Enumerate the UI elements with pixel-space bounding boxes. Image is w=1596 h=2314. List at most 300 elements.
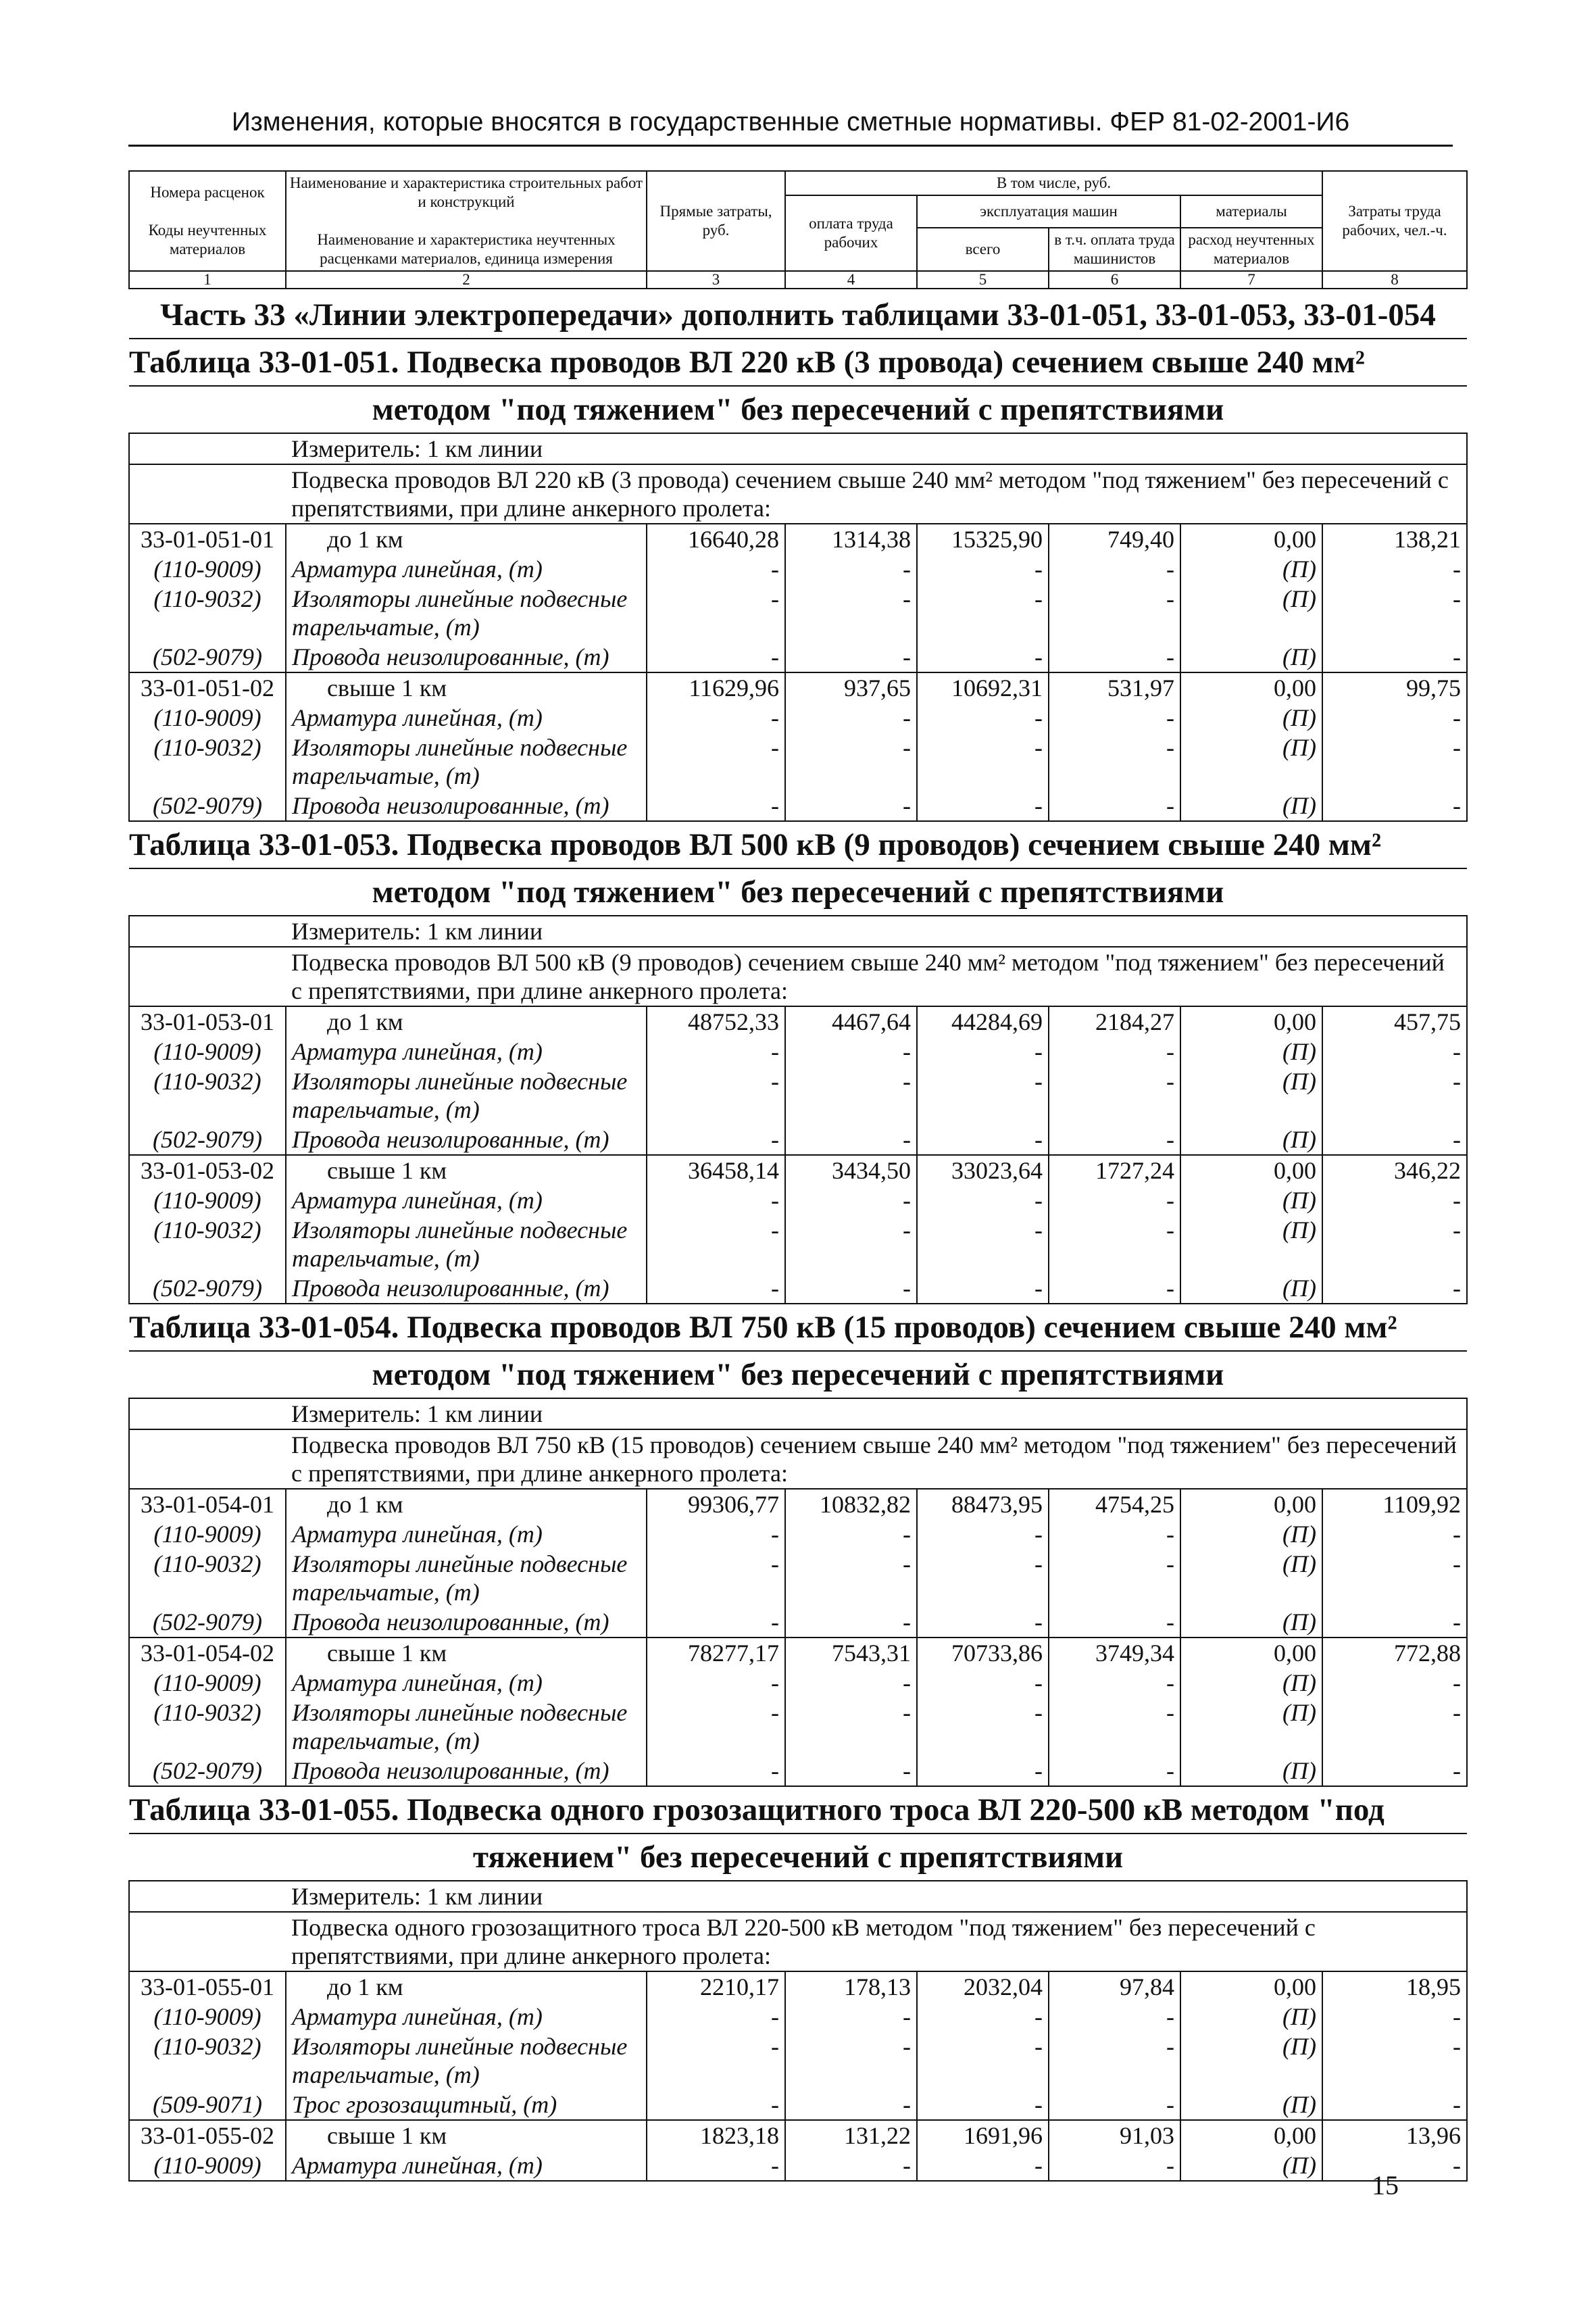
spacer-cell <box>129 1398 286 1429</box>
table-title-row <box>129 1304 1467 1351</box>
table-title: Таблица 33-01-054. Подвеска проводов ВЛ 750 кВ (15 проводов) сечением свыше 240 мм² <box>129 1304 1467 1351</box>
value-cell: - <box>1322 1215 1467 1273</box>
value-cell: - <box>1049 554 1180 584</box>
description-row <box>129 1912 1467 1971</box>
value-cell: - <box>1322 584 1467 642</box>
value-cell: - <box>647 1668 785 1698</box>
material-row <box>129 1519 1467 1549</box>
value-cell: - <box>1322 1125 1467 1155</box>
material-row <box>129 1066 1467 1125</box>
value-cell: (П) <box>1180 1215 1322 1273</box>
rate-name: до 1 км <box>286 1006 647 1037</box>
col-number: 3 <box>647 271 785 289</box>
material-name-text: тарельчатые, (т) <box>292 1727 480 1754</box>
value-cell: - <box>647 2150 785 2181</box>
material-code: (502-9079) <box>129 791 286 821</box>
value-cell: 13,96 <box>1322 2120 1467 2150</box>
value-cell: 178,13 <box>785 1971 917 2002</box>
table-title-row <box>129 821 1467 868</box>
value-cell: - <box>785 1698 917 1756</box>
value-cell: (П) <box>1180 1185 1322 1215</box>
material-name <box>286 1519 647 1549</box>
value-cell: 0,00 <box>1180 1489 1322 1519</box>
table-title-row <box>129 339 1467 386</box>
value-cell: - <box>1322 1066 1467 1125</box>
value-cell: - <box>647 1185 785 1215</box>
value-cell: 10692,31 <box>917 672 1049 703</box>
value-cell: - <box>1049 1037 1180 1066</box>
material-row <box>129 1668 1467 1698</box>
value-cell: - <box>785 1519 917 1549</box>
running-header: Изменения, которые вносятся в государственные сметные нормативы. ФЕР 81-02-2001-И6 <box>128 103 1453 147</box>
material-row <box>129 642 1467 672</box>
rate-code: 33-01-054-01 <box>129 1489 286 1519</box>
rate-name: до 1 км <box>286 524 647 554</box>
material-name-text: Изоляторы линейные подвесные <box>292 734 628 761</box>
value-cell: 457,75 <box>1322 1006 1467 1037</box>
value-cell: - <box>1049 2002 1180 2032</box>
material-name <box>286 1607 647 1638</box>
value-cell: 11629,96 <box>647 672 785 703</box>
meter: Измеритель: 1 км линии <box>286 916 1467 947</box>
material-name-text: тарельчатые, (т) <box>292 1096 480 1123</box>
value-cell: - <box>1049 1549 1180 1607</box>
value-cell: 1727,24 <box>1049 1155 1180 1185</box>
meter: Измеритель: 1 км линии <box>286 1881 1467 1912</box>
meter: Измеритель: 1 км линии <box>286 433 1467 464</box>
material-name <box>286 584 647 642</box>
value-cell: - <box>1049 1273 1180 1304</box>
document-table-area <box>128 170 1466 2182</box>
value-cell: - <box>1049 2090 1180 2120</box>
value-cell: - <box>785 1125 917 1155</box>
value-cell: - <box>647 1607 785 1638</box>
header-col1: Номера расценок Коды неучтенных материалов <box>129 171 286 271</box>
material-name <box>286 1125 647 1155</box>
material-code: (110-9009) <box>129 554 286 584</box>
value-cell: 1823,18 <box>647 2120 785 2150</box>
value-cell: (П) <box>1180 733 1322 791</box>
value-cell: - <box>647 554 785 584</box>
material-name-text: тарельчатые, (т) <box>292 614 480 641</box>
material-code: (110-9009) <box>129 2002 286 2032</box>
material-name <box>286 1549 647 1607</box>
header-col4: оплата труда рабочих <box>785 195 917 271</box>
header-col2: Наименование и характеристика строительных работ и конструкций Наименование и характеристика неучтенных расценками материалов, единица измерения <box>286 171 647 271</box>
value-cell: 0,00 <box>1180 1006 1322 1037</box>
value-cell: - <box>917 1125 1049 1155</box>
value-cell: (П) <box>1180 1549 1322 1607</box>
material-row <box>129 1756 1467 1786</box>
spacer-cell <box>129 433 286 464</box>
material-name-text: тарельчатые, (т) <box>292 1245 480 1272</box>
value-cell: - <box>785 2090 917 2120</box>
material-code: (110-9032) <box>129 1698 286 1756</box>
table-row <box>129 1155 1467 1185</box>
value-cell: - <box>785 733 917 791</box>
table-row <box>129 1489 1467 1519</box>
value-cell: 18,95 <box>1322 1971 1467 2002</box>
value-cell: (П) <box>1180 1607 1322 1638</box>
spacer-cell <box>129 464 286 524</box>
material-name <box>286 1668 647 1698</box>
rate-code: 33-01-055-01 <box>129 1971 286 2002</box>
value-cell: - <box>917 703 1049 733</box>
value-cell: 91,03 <box>1049 2120 1180 2150</box>
value-cell: - <box>1049 2032 1180 2090</box>
value-cell: 1314,38 <box>785 524 917 554</box>
material-row <box>129 2090 1467 2120</box>
value-cell: - <box>785 791 917 821</box>
table-row <box>129 1971 1467 2002</box>
table-subtitle: методом "под тяжением" без пересечений с препятствиями <box>129 1351 1467 1398</box>
table-header <box>129 171 1467 289</box>
part-title: Часть 33 «Линии электропередачи» дополнить таблицами 33-01-051, 33-01-053, 33-01-054 <box>129 289 1467 339</box>
value-cell: (П) <box>1180 1066 1322 1125</box>
table-title: Таблица 33-01-051. Подвеска проводов ВЛ 220 кВ (3 провода) сечением свыше 240 мм² <box>129 339 1467 386</box>
table-subtitle: методом "под тяжением" без пересечений с препятствиями <box>129 868 1467 916</box>
value-cell: - <box>785 1668 917 1698</box>
material-name <box>286 1037 647 1066</box>
material-name <box>286 703 647 733</box>
rate-name: до 1 км <box>286 1971 647 2002</box>
value-cell: 2032,04 <box>917 1971 1049 2002</box>
table-row <box>129 524 1467 554</box>
value-cell: 88473,95 <box>917 1489 1049 1519</box>
value-cell: 3749,34 <box>1049 1638 1180 1668</box>
value-cell: (П) <box>1180 1125 1322 1155</box>
material-row <box>129 1549 1467 1607</box>
value-cell: (П) <box>1180 791 1322 821</box>
spacer-cell <box>129 947 286 1006</box>
value-cell: - <box>1322 2032 1467 2090</box>
value-cell: - <box>917 1273 1049 1304</box>
material-name-text: тарельчатые, (т) <box>292 2061 480 2088</box>
value-cell: 10832,82 <box>785 1489 917 1519</box>
material-name-text: Арматура линейная, (т) <box>292 2152 543 2179</box>
value-cell: - <box>647 1756 785 1786</box>
value-cell: (П) <box>1180 2090 1322 2120</box>
value-cell: - <box>785 554 917 584</box>
rate-name: свыше 1 км <box>286 1638 647 1668</box>
material-code: (502-9079) <box>129 1756 286 1786</box>
material-name <box>286 1066 647 1125</box>
value-cell: 138,21 <box>1322 524 1467 554</box>
material-code: (110-9009) <box>129 703 286 733</box>
value-cell: - <box>785 1273 917 1304</box>
value-cell: 0,00 <box>1180 2120 1322 2150</box>
value-cell: - <box>1322 791 1467 821</box>
table-title-row <box>129 1351 1467 1398</box>
value-cell: (П) <box>1180 2150 1322 2181</box>
material-name-text: Изоляторы линейные подвесные <box>292 1699 628 1726</box>
material-name <box>286 1215 647 1273</box>
rate-name: свыше 1 км <box>286 2120 647 2150</box>
material-code: (502-9079) <box>129 1125 286 1155</box>
value-cell: - <box>1322 1698 1467 1756</box>
material-name-text: Трос грозозащитный, (т) <box>292 2091 557 2118</box>
material-name <box>286 1756 647 1786</box>
meter-row <box>129 916 1467 947</box>
value-cell: - <box>647 642 785 672</box>
col-number: 6 <box>1049 271 1180 289</box>
value-cell: 16640,28 <box>647 524 785 554</box>
value-cell: - <box>647 1066 785 1125</box>
material-name <box>286 2090 647 2120</box>
value-cell: (П) <box>1180 554 1322 584</box>
value-cell: - <box>1322 1549 1467 1607</box>
material-name-text: Арматура линейная, (т) <box>292 704 543 731</box>
value-cell: - <box>1049 703 1180 733</box>
value-cell: - <box>785 584 917 642</box>
material-row <box>129 1698 1467 1756</box>
value-cell: 0,00 <box>1180 1638 1322 1668</box>
rate-name: до 1 км <box>286 1489 647 1519</box>
value-cell: - <box>785 1756 917 1786</box>
value-cell: 0,00 <box>1180 1971 1322 2002</box>
value-cell: - <box>917 1185 1049 1215</box>
table-title-row <box>129 868 1467 916</box>
value-cell: - <box>647 584 785 642</box>
material-row <box>129 791 1467 821</box>
material-name-text: Арматура линейная, (т) <box>292 1521 543 1548</box>
rate-code: 33-01-053-02 <box>129 1155 286 1185</box>
material-code: (110-9009) <box>129 1519 286 1549</box>
material-row <box>129 584 1467 642</box>
header-col6: в т.ч. оплата труда машинистов <box>1049 228 1180 271</box>
value-cell: - <box>1049 1698 1180 1756</box>
value-cell: - <box>1049 1215 1180 1273</box>
value-cell: - <box>1049 733 1180 791</box>
value-cell: 1691,96 <box>917 2120 1049 2150</box>
value-cell: 48752,33 <box>647 1006 785 1037</box>
value-cell: - <box>917 733 1049 791</box>
value-cell: - <box>917 1756 1049 1786</box>
value-cell: 15325,90 <box>917 524 1049 554</box>
material-name <box>286 1185 647 1215</box>
header-group-incl: В том числе, руб. <box>785 171 1322 195</box>
spacer-cell <box>129 916 286 947</box>
header-col8: Затраты труда рабочих, чел.-ч. <box>1322 171 1467 271</box>
material-name <box>286 1273 647 1304</box>
value-cell: - <box>1322 2150 1467 2181</box>
material-name-text: Изоляторы линейные подвесные <box>292 2033 628 2060</box>
meter-row <box>129 1881 1467 1912</box>
material-name <box>286 733 647 791</box>
rate-code: 33-01-054-02 <box>129 1638 286 1668</box>
value-cell: - <box>917 1066 1049 1125</box>
value-cell: (П) <box>1180 703 1322 733</box>
material-code: (110-9009) <box>129 1037 286 1066</box>
material-name-text: Арматура линейная, (т) <box>292 1187 543 1214</box>
material-row <box>129 1185 1467 1215</box>
material-row <box>129 1273 1467 1304</box>
table-body <box>129 289 1467 2181</box>
value-cell: (П) <box>1180 2002 1322 2032</box>
value-cell: - <box>1049 642 1180 672</box>
value-cell: - <box>647 1273 785 1304</box>
material-row <box>129 554 1467 584</box>
work-description: Подвеска проводов ВЛ 500 кВ (9 проводов) сечением свыше 240 мм² методом "под тяжением" без пересечений с препятствиями, при длине анкерного пролета: <box>286 947 1467 1006</box>
work-description: Подвеска проводов ВЛ 750 кВ (15 проводов) сечением свыше 240 мм² методом "под тяжением" без пересечений с препятствиями, при длине анкерного пролета: <box>286 1429 1467 1489</box>
work-description: Подвеска проводов ВЛ 220 кВ (3 провода) сечением свыше 240 мм² методом "под тяжением" без пересечений с препятствиями, при длине анкерного пролета: <box>286 464 1467 524</box>
rate-code: 33-01-051-01 <box>129 524 286 554</box>
material-row <box>129 1037 1467 1066</box>
value-cell: (П) <box>1180 2032 1322 2090</box>
rate-name: свыше 1 км <box>286 672 647 703</box>
value-cell: - <box>1322 1273 1467 1304</box>
header-group-materials: материалы <box>1180 195 1322 228</box>
value-cell: - <box>647 1125 785 1155</box>
material-name-text: Изоляторы линейные подвесные <box>292 1216 628 1244</box>
value-cell: - <box>1322 703 1467 733</box>
material-name <box>286 642 647 672</box>
value-cell: - <box>1322 1519 1467 1549</box>
value-cell: 0,00 <box>1180 524 1322 554</box>
value-cell: 70733,86 <box>917 1638 1049 1668</box>
header-group-machines: эксплуатация машин <box>917 195 1180 228</box>
meter-row <box>129 1398 1467 1429</box>
material-row <box>129 2032 1467 2090</box>
value-cell: - <box>1049 1125 1180 1155</box>
col-number: 7 <box>1180 271 1322 289</box>
value-cell: - <box>917 2032 1049 2090</box>
material-name-text: Провода неизолированные, (т) <box>292 643 609 670</box>
material-name-text: Провода неизолированные, (т) <box>292 1757 609 1784</box>
material-name <box>286 554 647 584</box>
value-cell: 772,88 <box>1322 1638 1467 1668</box>
estimate-table <box>128 170 1468 2182</box>
spacer-cell <box>129 1881 286 1912</box>
value-cell: 78277,17 <box>647 1638 785 1668</box>
value-cell: 99306,77 <box>647 1489 785 1519</box>
value-cell: - <box>1322 2002 1467 2032</box>
material-name-text: тарельчатые, (т) <box>292 1579 480 1606</box>
value-cell: - <box>647 2002 785 2032</box>
value-cell: - <box>785 1037 917 1066</box>
description-row <box>129 464 1467 524</box>
value-cell: 36458,14 <box>647 1155 785 1185</box>
value-cell: - <box>1322 642 1467 672</box>
value-cell: - <box>917 642 1049 672</box>
value-cell: - <box>917 2090 1049 2120</box>
table-row <box>129 1006 1467 1037</box>
value-cell: - <box>1049 1607 1180 1638</box>
value-cell: - <box>785 703 917 733</box>
value-cell: - <box>647 2090 785 2120</box>
value-cell: - <box>647 703 785 733</box>
material-code: (502-9079) <box>129 1607 286 1638</box>
value-cell: - <box>917 791 1049 821</box>
value-cell: - <box>1322 1668 1467 1698</box>
description-row <box>129 1429 1467 1489</box>
material-name-text: Изоляторы линейные подвесные <box>292 1550 628 1577</box>
value-cell: - <box>1049 791 1180 821</box>
value-cell: 33023,64 <box>917 1155 1049 1185</box>
col-number: 1 <box>129 271 286 289</box>
col-number: 8 <box>1322 271 1467 289</box>
value-cell: 346,22 <box>1322 1155 1467 1185</box>
material-code: (110-9032) <box>129 733 286 791</box>
value-cell: 3434,50 <box>785 1155 917 1185</box>
value-cell: - <box>647 1037 785 1066</box>
value-cell: - <box>1049 584 1180 642</box>
value-cell: (П) <box>1180 584 1322 642</box>
rate-name: свыше 1 км <box>286 1155 647 1185</box>
col-number: 2 <box>286 271 647 289</box>
material-name <box>286 2032 647 2090</box>
value-cell: - <box>785 1549 917 1607</box>
value-cell: - <box>647 2032 785 2090</box>
value-cell: (П) <box>1180 1519 1322 1549</box>
value-cell: - <box>1049 1066 1180 1125</box>
value-cell: - <box>647 1549 785 1607</box>
table-title-row <box>129 1833 1467 1881</box>
value-cell: 937,65 <box>785 672 917 703</box>
material-row <box>129 2150 1467 2181</box>
table-subtitle: методом "под тяжением" без пересечений с препятствиями <box>129 386 1467 433</box>
value-cell: 4467,64 <box>785 1006 917 1037</box>
value-cell: - <box>917 554 1049 584</box>
material-row <box>129 733 1467 791</box>
material-name-text: Арматура линейная, (т) <box>292 1669 543 1696</box>
value-cell: - <box>917 2150 1049 2181</box>
material-code: (110-9009) <box>129 2150 286 2181</box>
value-cell: - <box>1049 2150 1180 2181</box>
material-row <box>129 2002 1467 2032</box>
value-cell: 2210,17 <box>647 1971 785 2002</box>
value-cell: 531,97 <box>1049 672 1180 703</box>
value-cell: 0,00 <box>1180 1155 1322 1185</box>
header-col3: Прямые затраты, руб. <box>647 171 785 271</box>
rate-code: 33-01-051-02 <box>129 672 286 703</box>
material-code: (502-9079) <box>129 642 286 672</box>
value-cell: - <box>1322 1607 1467 1638</box>
value-cell: (П) <box>1180 1698 1322 1756</box>
material-name-text: Арматура линейная, (т) <box>292 556 543 583</box>
rate-code: 33-01-053-01 <box>129 1006 286 1037</box>
table-row <box>129 672 1467 703</box>
value-cell: - <box>1049 1185 1180 1215</box>
value-cell: (П) <box>1180 642 1322 672</box>
material-row <box>129 1125 1467 1155</box>
value-cell: - <box>785 642 917 672</box>
material-code: (110-9032) <box>129 1066 286 1125</box>
table-title-row <box>129 386 1467 433</box>
value-cell: - <box>1322 554 1467 584</box>
material-name-text: Провода неизолированные, (т) <box>292 792 609 819</box>
description-row <box>129 947 1467 1006</box>
value-cell: 4754,25 <box>1049 1489 1180 1519</box>
material-name-text: Изоляторы линейные подвесные <box>292 1068 628 1095</box>
material-code: (110-9009) <box>129 1668 286 1698</box>
table-subtitle: тяжением" без пересечений с препятствиями <box>129 1833 1467 1881</box>
value-cell: - <box>1322 733 1467 791</box>
value-cell: - <box>1049 1519 1180 1549</box>
value-cell: - <box>917 2002 1049 2032</box>
material-code: (502-9079) <box>129 1273 286 1304</box>
value-cell: 97,84 <box>1049 1971 1180 2002</box>
value-cell: - <box>917 1037 1049 1066</box>
value-cell: 7543,31 <box>785 1638 917 1668</box>
value-cell: - <box>917 1668 1049 1698</box>
spacer-cell <box>129 1429 286 1489</box>
value-cell: - <box>917 1519 1049 1549</box>
material-code: (509-9071) <box>129 2090 286 2120</box>
value-cell: - <box>1049 1756 1180 1786</box>
header-col7: расход неучтенных материалов <box>1180 228 1322 271</box>
material-row <box>129 1215 1467 1273</box>
